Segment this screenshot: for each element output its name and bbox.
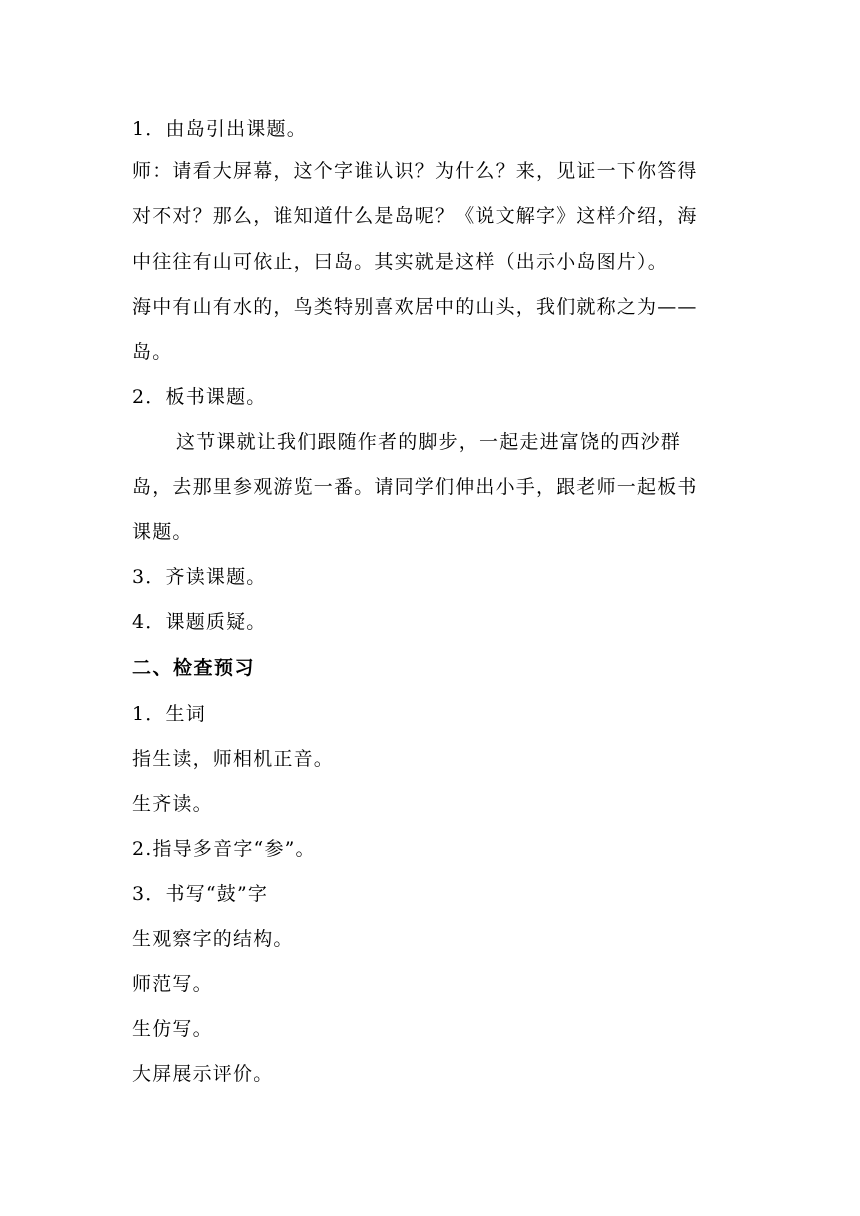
- item-heading: 1．生词: [132, 703, 206, 725]
- step-1-heading: 1．由岛引出课题。: [132, 118, 307, 140]
- paragraph-line: 师范写。: [132, 973, 213, 995]
- paragraph-line: 指生读，师相机正音。: [132, 748, 335, 770]
- paragraph-line: 生仿写。: [132, 1018, 213, 1040]
- step-2-heading: 2．板书课题。: [132, 386, 267, 408]
- section-heading: 二、检查预习: [132, 657, 256, 679]
- step-3-heading: 3．齐读课题。: [132, 566, 267, 588]
- paragraph-line: 中往往有山可依止，曰岛。其实就是这样（出示小岛图片）。: [132, 251, 668, 273]
- step-4-heading: 4．课题质疑。: [132, 611, 267, 633]
- paragraph-line: 生齐读。: [132, 793, 213, 815]
- paragraph-line: 岛。: [132, 341, 173, 363]
- paragraph-line: 岛，去那里参观游览一番。请同学们伸出小手，跟老师一起板书: [132, 476, 698, 498]
- paragraph-line: 课题。: [132, 521, 193, 543]
- paragraph-line: 对不对？那么，谁知道什么是岛呢？《说文解字》这样介绍，海: [132, 205, 698, 227]
- paragraph-line: 师：请看大屏幕，这个字谁认识？为什么？来，见证一下你答得: [132, 160, 698, 182]
- paragraph-line: 大屏展示评价。: [132, 1063, 274, 1085]
- item-heading: 3．书写“鼓”字: [132, 883, 269, 905]
- paragraph-line: 生观察字的结构。: [132, 928, 294, 950]
- paragraph-line: 这节课就让我们跟随作者的脚步，一起走进富饶的西沙群: [176, 431, 682, 453]
- paragraph-line: 海中有山有水的，鸟类特别喜欢居中的山头，我们就称之为——: [132, 296, 698, 318]
- item-heading: 2.指导多音字“参”。: [132, 838, 316, 860]
